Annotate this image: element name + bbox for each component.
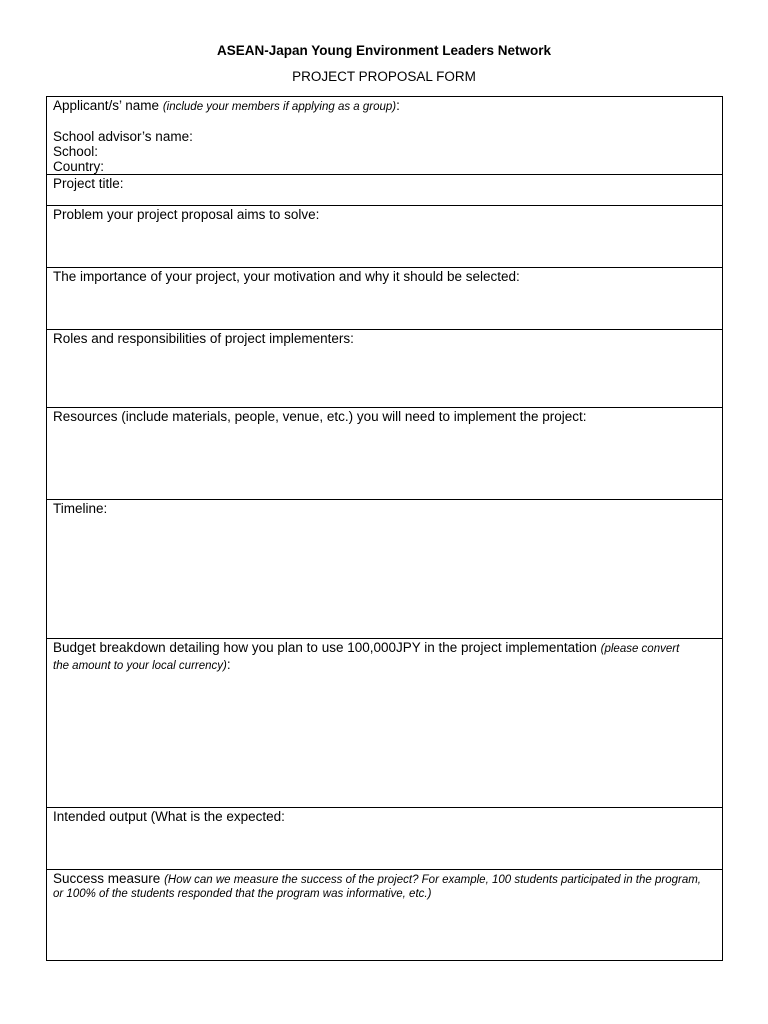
problem-cell[interactable]	[47, 206, 723, 268]
applicant-cell[interactable]	[47, 97, 723, 175]
budget-label: Budget breakdown detailing how you plan to use 100,000JPY in the project implementation	[53, 640, 597, 655]
applicant-label: Applicant/s’ name	[53, 98, 160, 113]
budget-suffix: :	[226, 657, 231, 672]
output-cell[interactable]	[47, 808, 723, 870]
project-title-label: Project title:	[53, 176, 124, 191]
success-label: Success measure	[53, 871, 161, 886]
applicant-row	[47, 97, 723, 175]
timeline-cell[interactable]	[47, 500, 723, 639]
budget-note-part2: the amount to your local currency)	[53, 660, 227, 672]
timeline-label: Timeline:	[53, 501, 108, 516]
resources-label: Resources (include materials, people, venue, etc.) you will need to implement the project:	[53, 409, 587, 424]
problem-row	[47, 206, 723, 268]
success-note-part1: (How can we measure the success of the project? For example, 100 students participated in the program,	[164, 874, 702, 886]
budget-note-part1: (please convert	[600, 643, 680, 655]
importance-row	[47, 268, 723, 330]
problem-label: Problem your project proposal aims to solve:	[53, 207, 320, 222]
form-title: PROJECT PROPOSAL FORM	[292, 69, 476, 84]
project-title-cell[interactable]	[47, 175, 723, 206]
roles-label: Roles and responsibilities of project implementers:	[53, 331, 354, 346]
success-row	[47, 870, 723, 961]
success-cell[interactable]	[47, 870, 723, 961]
budget-row	[47, 639, 723, 808]
success-note-part2: or 100% of the students responded that the program was informative, etc.)	[53, 888, 432, 900]
budget-cell[interactable]	[47, 639, 723, 808]
timeline-row	[47, 500, 723, 639]
output-label: Intended output (What is the expected:	[53, 809, 285, 824]
importance-cell[interactable]	[47, 268, 723, 330]
roles-row	[47, 330, 723, 408]
importance-label: The importance of your project, your motivation and why it should be selected:	[53, 269, 520, 284]
proposal-form-table	[46, 96, 723, 961]
output-row	[47, 808, 723, 870]
project-title-row	[47, 175, 723, 206]
organization-title: ASEAN-Japan Young Environment Leaders Network	[216, 43, 552, 58]
resources-row	[47, 408, 723, 500]
applicant-note: (include your members if applying as a group)	[162, 101, 397, 113]
resources-cell[interactable]	[47, 408, 723, 500]
roles-cell[interactable]	[47, 330, 723, 408]
country-label: Country:	[53, 159, 105, 174]
applicant-suffix: :	[396, 98, 400, 113]
school-advisor-label: School advisor’s name:	[53, 129, 193, 144]
school-label: School:	[53, 144, 99, 159]
